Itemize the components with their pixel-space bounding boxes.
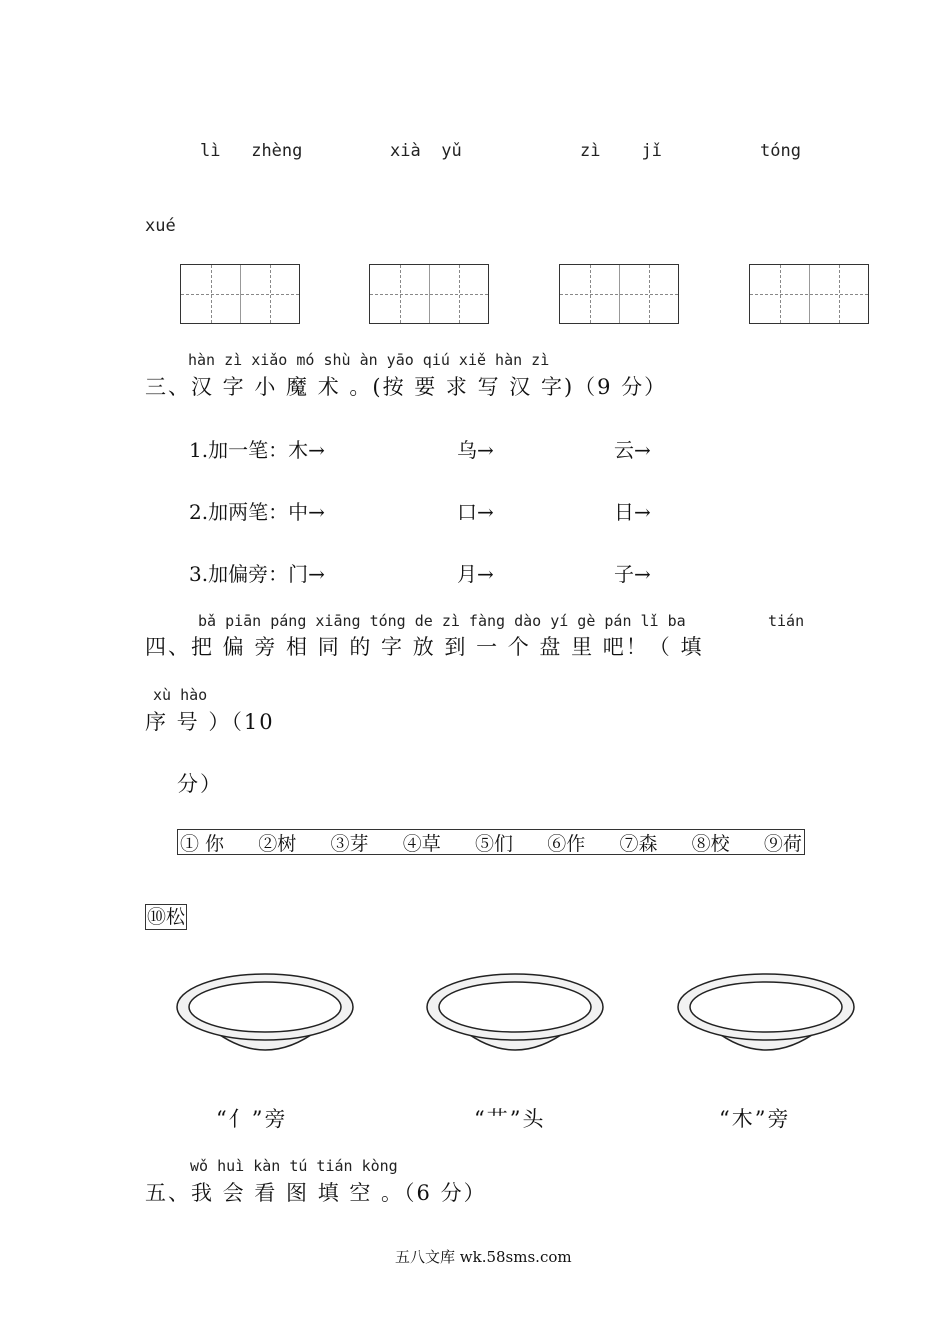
choice-1: ① 你	[180, 832, 225, 855]
section4-pinyin-1: bǎ piān páng xiāng tóng de zì fàng dào yí gè pán lǐ ba	[198, 612, 686, 630]
row2-c: 日→	[614, 500, 651, 524]
pinyin-word-1: lì zhèng	[200, 141, 303, 161]
writing-grid-1[interactable]	[180, 264, 300, 324]
section4-title-3: 分）	[177, 772, 223, 796]
choice-9: ⑨荷	[763, 832, 802, 855]
pinyin-word-2: xià yǔ	[390, 141, 462, 161]
choice-8: ⑧校	[691, 832, 730, 855]
choice-3: ③芽	[330, 832, 369, 855]
row3-label: 3.加偏旁：门→	[189, 562, 325, 586]
section4-pinyin-2: xù hào	[153, 686, 208, 704]
plate-label-2: “艹”头	[474, 1107, 546, 1131]
pinyin-word-3: zì jǐ	[580, 141, 662, 161]
writing-grid-4[interactable]	[749, 264, 869, 324]
row1-label: 1.加一笔：木→	[189, 438, 325, 462]
section4-title-1: 四、把 偏 旁 相 同 的 字 放 到 一 个 盘 里 吧！（ 填	[145, 635, 704, 659]
row1-c: 云→	[614, 438, 651, 462]
plate-icon-1[interactable]	[173, 970, 358, 1058]
choice-6: ⑥作	[547, 832, 586, 855]
footer-watermark: 五八文库 wk.58sms.com	[395, 1248, 572, 1266]
row3-c: 子→	[614, 562, 651, 586]
section5-pinyin: wǒ huì kàn tú tián kòng	[190, 1157, 398, 1175]
section5-title: 五、我 会 看 图 填 空 。（6 分）	[145, 1181, 487, 1205]
plate-icon-2[interactable]	[423, 970, 608, 1058]
character-choices	[177, 829, 805, 855]
section3-pinyin: hàn zì xiǎo mó shù àn yāo qiú xiě hàn zì	[188, 351, 550, 369]
row1-b: 乌→	[457, 438, 494, 462]
plate-label-1: “亻”旁	[216, 1107, 288, 1131]
choice-7: ⑦森	[619, 832, 658, 855]
choice-5: ⑤们	[474, 832, 513, 855]
row3-b: 月→	[457, 562, 494, 586]
plate-icon-3[interactable]	[674, 970, 859, 1058]
choice-4: ④草	[402, 832, 441, 855]
plate-label-3: “木”旁	[719, 1107, 791, 1131]
pinyin-word-4: tóng	[760, 141, 801, 161]
row2-b: 口→	[457, 500, 494, 524]
choice-10: ⑩松	[147, 906, 186, 928]
section4-pinyin-tian: tián	[768, 612, 805, 630]
section3-title: 三、汉 字 小 魔 术 。(按 要 求 写 汉 字)（9 分）	[145, 375, 668, 399]
pinyin-word-4-wrap: xué	[145, 216, 176, 236]
section4-title-2: 序 号 ）（10	[145, 710, 275, 734]
choice-2: ②树	[258, 832, 297, 855]
writing-grid-3[interactable]	[559, 264, 679, 324]
writing-grid-2[interactable]	[369, 264, 489, 324]
row2-label: 2.加两笔：中→	[189, 500, 325, 524]
